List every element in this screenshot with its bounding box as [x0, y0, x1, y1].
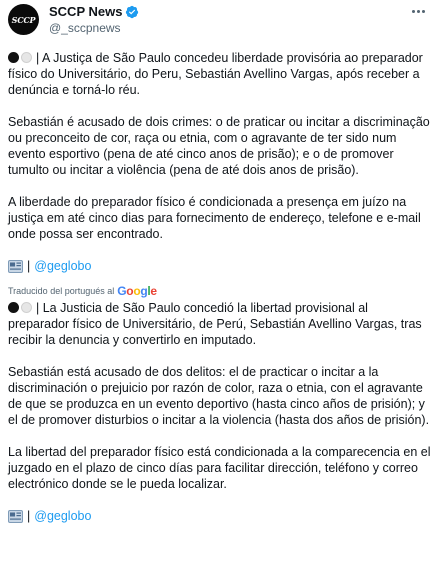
more-options-icon[interactable]: [408, 4, 428, 18]
original-pipe: |: [36, 51, 43, 65]
translation-paragraph-2: Sebastián está acusado de dos delitos: el de practicar o incitar a la discriminación o prejuicio por razón de color, raza o etnia, con el agravante de que se produzca en un evento deportivo (hasta cinco años de prisión); y el de promover disturbios o incitar a la violencia (hasta dos años de prisión).: [8, 365, 430, 427]
tweet-translation: [8, 300, 432, 524]
black-circle-emoji-icon: [8, 302, 19, 313]
tweet-header: [8, 0, 432, 42]
translation-paragraph-1: [8, 300, 432, 348]
google-logo: Google: [117, 284, 157, 298]
translation-pipe: |: [36, 301, 43, 315]
translation-notice[interactable]: [8, 284, 432, 298]
translation-paragraph-1-text: La Justicia de São Paulo concedió la libertad provisional al preparador físico de Universitário, de Perú, Sebastián Avellino Vargas, tras recibir la denuncia y convertirlo en imputado.: [8, 301, 426, 347]
source-separator: |: [27, 259, 31, 273]
tweet-original-text: [8, 50, 432, 274]
source-separator: |: [27, 509, 31, 523]
translation-source-line: [8, 508, 432, 524]
white-circle-emoji-icon: [21, 52, 32, 63]
author-name-row: [49, 4, 139, 19]
author-names: [49, 4, 139, 35]
translation-paragraph-3: La libertad del preparador físico está condicionada a la comparecencia en el juzgado en el plazo de cinco días para facilitar dirección, teléfono y correo electrónico donde se le pueda localizar.: [8, 445, 434, 491]
black-circle-emoji-icon: [8, 52, 19, 63]
verified-badge-icon: [125, 5, 139, 19]
original-source-line: [8, 258, 432, 274]
original-paragraph-2: Sebastián é acusado de dois crimes: o de praticar ou incitar a discriminação ou preconceito de cor, raça ou etnia, com o agravante de ter sido num evento esportivo (pena de até cinco anos de prisão); e o de promover tumulto ou incitar a violência (pena de até dois anos de prisão).: [8, 115, 434, 177]
author-handle[interactable]: @_sccpnews: [49, 21, 121, 35]
newspaper-icon: [8, 510, 23, 523]
newspaper-icon: [8, 260, 23, 273]
display-name[interactable]: SCCP News: [49, 4, 123, 19]
translation-notice-text: Traducido del portugués al: [8, 286, 115, 296]
original-paragraph-1: [8, 50, 432, 98]
source-link-geglobo[interactable]: @geglobo: [34, 509, 92, 523]
original-paragraph-3: A liberdade do preparador físico é condicionada a presença em juízo na justiça em até cinco dias para fornecimento de endereço, telefone e e-mail onde possa ser encontrado.: [8, 195, 425, 241]
avatar[interactable]: SCCP: [8, 4, 39, 35]
original-paragraph-1-text: A Justiça de São Paulo concedeu liberdade provisória ao preparador físico do Universitário, do Peru, Sebastián Avellino Vargas, após receber a denúncia e torná-lo réu.: [8, 51, 427, 97]
source-link-geglobo[interactable]: @geglobo: [34, 259, 92, 273]
white-circle-emoji-icon: [21, 302, 32, 313]
